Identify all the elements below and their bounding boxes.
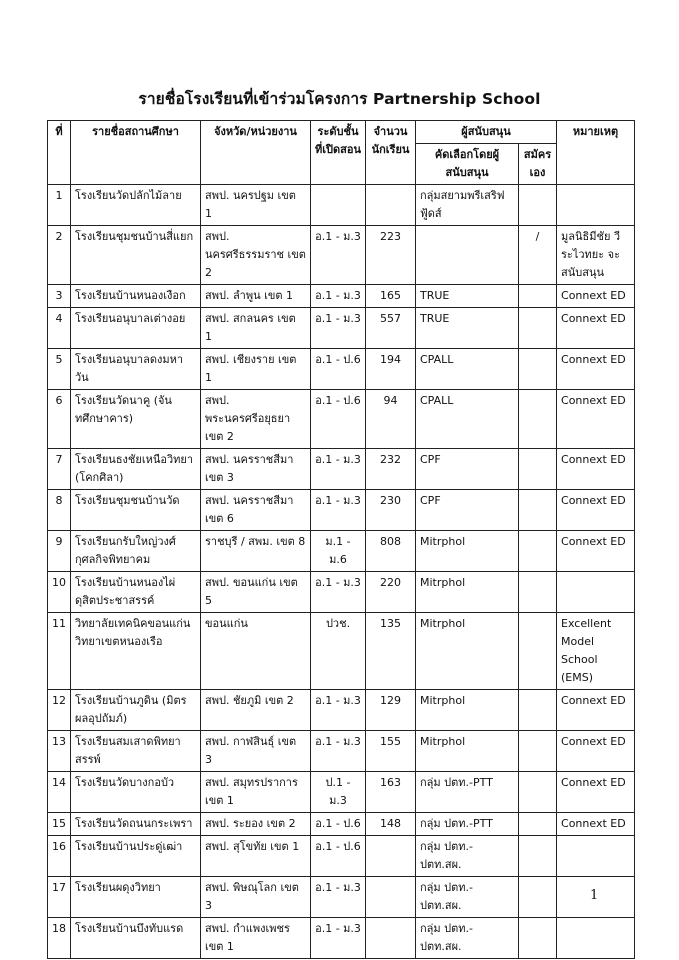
table-row xyxy=(48,772,635,813)
cell-volunteer xyxy=(519,772,557,813)
cell-no: 3 xyxy=(48,285,71,308)
cell-volunteer xyxy=(519,731,557,772)
cell-students: 129 xyxy=(366,690,416,731)
cell-level: อ.1 - ม.3 xyxy=(311,308,366,349)
cell-volunteer xyxy=(519,390,557,449)
cell-no: 1 xyxy=(48,185,71,226)
cell-level: อ.1 - ม.3 xyxy=(311,490,366,531)
header-students: จำนวนนักเรียน xyxy=(366,121,416,185)
cell-volunteer xyxy=(519,185,557,226)
cell-province: สพป. เชียงราย เขต 1 xyxy=(201,349,311,390)
table-row xyxy=(48,813,635,836)
cell-remark: Connext ED xyxy=(557,490,635,531)
header-selected: คัดเลือกโดยผู้สนับสนุน xyxy=(416,144,519,185)
cell-province: ขอนแก่น xyxy=(201,613,311,690)
cell-remark: Connext ED xyxy=(557,813,635,836)
cell-province: สพป. นครศรีธรรมราช เขต 2 xyxy=(201,226,311,285)
cell-remark: Connext ED xyxy=(557,449,635,490)
cell-province: สพป. กาฬสินธุ์ เขต 3 xyxy=(201,731,311,772)
school-list-table xyxy=(47,120,635,959)
cell-volunteer xyxy=(519,572,557,613)
cell-school: โรงเรียนอนุบาลเต่างอย xyxy=(71,308,201,349)
cell-selected: กลุ่ม ปตท.-ปตท.สผ. xyxy=(416,918,519,959)
cell-volunteer: / xyxy=(519,226,557,285)
page-number: 1 xyxy=(590,888,599,903)
cell-province: สพป. สมุทรปราการ เขต 1 xyxy=(201,772,311,813)
cell-volunteer xyxy=(519,531,557,572)
cell-province: สพป. นครราชสีมาเขต 3 xyxy=(201,449,311,490)
cell-students: 557 xyxy=(366,308,416,349)
cell-selected: กลุ่ม ปตท.-ปตท.สผ. xyxy=(416,836,519,877)
cell-selected: CPALL xyxy=(416,390,519,449)
cell-no: 2 xyxy=(48,226,71,285)
cell-no: 9 xyxy=(48,531,71,572)
cell-selected: กลุ่มสยามพรีเสริฟฟู้ดส์ xyxy=(416,185,519,226)
cell-school: โรงเรียนวัดปลักไม้ลาย xyxy=(71,185,201,226)
cell-province: สพป. นครราชสีมาเขต 6 xyxy=(201,490,311,531)
cell-level: ม.1 - ม.6 xyxy=(311,531,366,572)
cell-no: 13 xyxy=(48,731,71,772)
cell-school: วิทยาลัยเทคนิคขอนแก่น วิทยาเขตหนองเรือ xyxy=(71,613,201,690)
table-header xyxy=(48,121,635,185)
cell-students xyxy=(366,877,416,918)
cell-province: สพป. พระนครศรีอยุธยา เขต 2 xyxy=(201,390,311,449)
table-row xyxy=(48,285,635,308)
cell-school: โรงเรียนวัดถนนกระเพรา xyxy=(71,813,201,836)
cell-selected: กลุ่ม ปตท.-PTT xyxy=(416,813,519,836)
cell-school: โรงเรียนวัดบางกอบัว xyxy=(71,772,201,813)
cell-no: 8 xyxy=(48,490,71,531)
cell-volunteer xyxy=(519,449,557,490)
cell-province: ราชบุรี / สพม. เขต 8 xyxy=(201,531,311,572)
cell-students: 163 xyxy=(366,772,416,813)
header-province: จังหวัด/หน่วยงาน xyxy=(201,121,311,185)
cell-students: 94 xyxy=(366,390,416,449)
cell-selected xyxy=(416,226,519,285)
cell-province: สพป. สุโขทัย เขต 1 xyxy=(201,836,311,877)
cell-remark: Connext ED xyxy=(557,349,635,390)
cell-volunteer xyxy=(519,813,557,836)
table-row xyxy=(48,390,635,449)
cell-volunteer xyxy=(519,490,557,531)
table-row xyxy=(48,918,635,959)
cell-remark: Connext ED xyxy=(557,772,635,813)
cell-students: 135 xyxy=(366,613,416,690)
cell-students: 155 xyxy=(366,731,416,772)
cell-province: สพป. กำแพงเพชร เขต 1 xyxy=(201,918,311,959)
cell-remark: Connext ED xyxy=(557,531,635,572)
cell-province: สพป. สกลนคร เขต 1 xyxy=(201,308,311,349)
cell-school: โรงเรียนอนุบาลดงมหาวัน xyxy=(71,349,201,390)
cell-no: 17 xyxy=(48,877,71,918)
cell-level: ป.1 - ม.3 xyxy=(311,772,366,813)
cell-selected: CPF xyxy=(416,449,519,490)
cell-remark: Connext ED xyxy=(557,285,635,308)
cell-students: 223 xyxy=(366,226,416,285)
cell-level: อ.1 - ม.3 xyxy=(311,877,366,918)
cell-no: 16 xyxy=(48,836,71,877)
table-row xyxy=(48,836,635,877)
cell-school: โรงเรียนกรับใหญ่วงศ์กุศลกิจพิทยาคม xyxy=(71,531,201,572)
table-row xyxy=(48,490,635,531)
cell-level: อ.1 - ม.3 xyxy=(311,690,366,731)
cell-no: 18 xyxy=(48,918,71,959)
cell-volunteer xyxy=(519,836,557,877)
cell-remark: Excellent Model School (EMS) xyxy=(557,613,635,690)
cell-school: โรงเรียนธงชัยเหนือวิทยา (โคกศิลา) xyxy=(71,449,201,490)
cell-province: สพป. ลำพูน เขต 1 xyxy=(201,285,311,308)
cell-students: 148 xyxy=(366,813,416,836)
cell-remark: Connext ED xyxy=(557,390,635,449)
cell-selected: Mitrphol xyxy=(416,690,519,731)
cell-school: โรงเรียนวัดนาคู (จันทศึกษาคาร) xyxy=(71,390,201,449)
cell-school: โรงเรียนบ้านหนองเงือก xyxy=(71,285,201,308)
cell-selected: Mitrphol xyxy=(416,531,519,572)
cell-selected: CPALL xyxy=(416,349,519,390)
cell-selected: กลุ่ม ปตท.-ปตท.สผ. xyxy=(416,877,519,918)
cell-level: อ.1 - ม.3 xyxy=(311,285,366,308)
cell-no: 15 xyxy=(48,813,71,836)
cell-selected: Mitrphol xyxy=(416,731,519,772)
cell-school: โรงเรียนผดุงวิทยา xyxy=(71,877,201,918)
cell-no: 5 xyxy=(48,349,71,390)
cell-level xyxy=(311,185,366,226)
cell-students: 165 xyxy=(366,285,416,308)
cell-level: อ.1 - ป.6 xyxy=(311,349,366,390)
cell-no: 11 xyxy=(48,613,71,690)
header-school: รายชื่อสถานศึกษา xyxy=(71,121,201,185)
table-row xyxy=(48,572,635,613)
cell-remark: Connext ED xyxy=(557,308,635,349)
cell-volunteer xyxy=(519,613,557,690)
table-body xyxy=(48,185,635,959)
cell-selected: Mitrphol xyxy=(416,613,519,690)
cell-remark xyxy=(557,918,635,959)
cell-no: 12 xyxy=(48,690,71,731)
header-no: ที่ xyxy=(48,121,71,185)
cell-school: โรงเรียนบ้านภูดิน (มิตรผลอุปถัมภ์) xyxy=(71,690,201,731)
cell-students xyxy=(366,918,416,959)
table-row xyxy=(48,613,635,690)
cell-level: อ.1 - ป.6 xyxy=(311,813,366,836)
table-row xyxy=(48,531,635,572)
cell-province: สพป. ชัยภูมิ เขต 2 xyxy=(201,690,311,731)
cell-students: 230 xyxy=(366,490,416,531)
table-row xyxy=(48,449,635,490)
cell-volunteer xyxy=(519,690,557,731)
cell-remark xyxy=(557,572,635,613)
cell-students: 808 xyxy=(366,531,416,572)
cell-volunteer xyxy=(519,285,557,308)
table-row xyxy=(48,877,635,918)
cell-province: สพป. ขอนแก่น เขต 5 xyxy=(201,572,311,613)
cell-school: โรงเรียนบ้านบึงทับแรด xyxy=(71,918,201,959)
cell-volunteer xyxy=(519,877,557,918)
cell-remark: Connext ED xyxy=(557,731,635,772)
table-row xyxy=(48,349,635,390)
cell-school: โรงเรียนชุมชนบ้านวัด xyxy=(71,490,201,531)
cell-level: อ.1 - ม.3 xyxy=(311,572,366,613)
cell-level: อ.1 - ม.3 xyxy=(311,731,366,772)
cell-selected: Mitrphol xyxy=(416,572,519,613)
cell-no: 14 xyxy=(48,772,71,813)
cell-no: 4 xyxy=(48,308,71,349)
cell-volunteer xyxy=(519,308,557,349)
cell-students: 194 xyxy=(366,349,416,390)
header-volunteer: สมัครเอง xyxy=(519,144,557,185)
cell-students: 220 xyxy=(366,572,416,613)
cell-school: โรงเรียนสมเสาดพิทยาสรรพ์ xyxy=(71,731,201,772)
cell-province: สพป. พิษณุโลก เขต 3 xyxy=(201,877,311,918)
cell-level: อ.1 - ม.3 xyxy=(311,918,366,959)
cell-remark xyxy=(557,185,635,226)
page-title: รายชื่อโรงเรียนที่เข้าร่วมโครงการ Partnership School xyxy=(138,90,541,108)
cell-no: 10 xyxy=(48,572,71,613)
header-sponsor: ผู้สนับสนุน xyxy=(416,121,557,144)
table-row xyxy=(48,185,635,226)
cell-students xyxy=(366,185,416,226)
cell-volunteer xyxy=(519,349,557,390)
cell-level: อ.1 - ม.3 xyxy=(311,449,366,490)
cell-remark: Connext ED xyxy=(557,690,635,731)
cell-no: 6 xyxy=(48,390,71,449)
cell-no: 7 xyxy=(48,449,71,490)
cell-remark xyxy=(557,836,635,877)
cell-students xyxy=(366,836,416,877)
cell-school: โรงเรียนชุมชนบ้านสี่แยก xyxy=(71,226,201,285)
cell-selected: TRUE xyxy=(416,285,519,308)
cell-volunteer xyxy=(519,918,557,959)
cell-level: อ.1 - ป.6 xyxy=(311,836,366,877)
cell-selected: CPF xyxy=(416,490,519,531)
cell-selected: กลุ่ม ปตท.-PTT xyxy=(416,772,519,813)
table-row xyxy=(48,226,635,285)
cell-remark: มูลนิธิมีชัย วีระไวทยะ จะสนับสนุน xyxy=(557,226,635,285)
cell-level: ปวช. xyxy=(311,613,366,690)
cell-selected: TRUE xyxy=(416,308,519,349)
cell-school: โรงเรียนบ้านประดู่เฒ่า xyxy=(71,836,201,877)
header-remark: หมายเหตุ xyxy=(557,121,635,185)
cell-level: อ.1 - ม.3 xyxy=(311,226,366,285)
table-row xyxy=(48,731,635,772)
cell-province: สพป. ระยอง เขต 2 xyxy=(201,813,311,836)
cell-school: โรงเรียนบ้านหนองไผ่ดุสิตประชาสรรค์ xyxy=(71,572,201,613)
header-level: ระดับชั้นที่เปิดสอน xyxy=(311,121,366,185)
table-row xyxy=(48,308,635,349)
cell-level: อ.1 - ป.6 xyxy=(311,390,366,449)
cell-students: 232 xyxy=(366,449,416,490)
cell-province: สพป. นครปฐม เขต 1 xyxy=(201,185,311,226)
table-row xyxy=(48,690,635,731)
